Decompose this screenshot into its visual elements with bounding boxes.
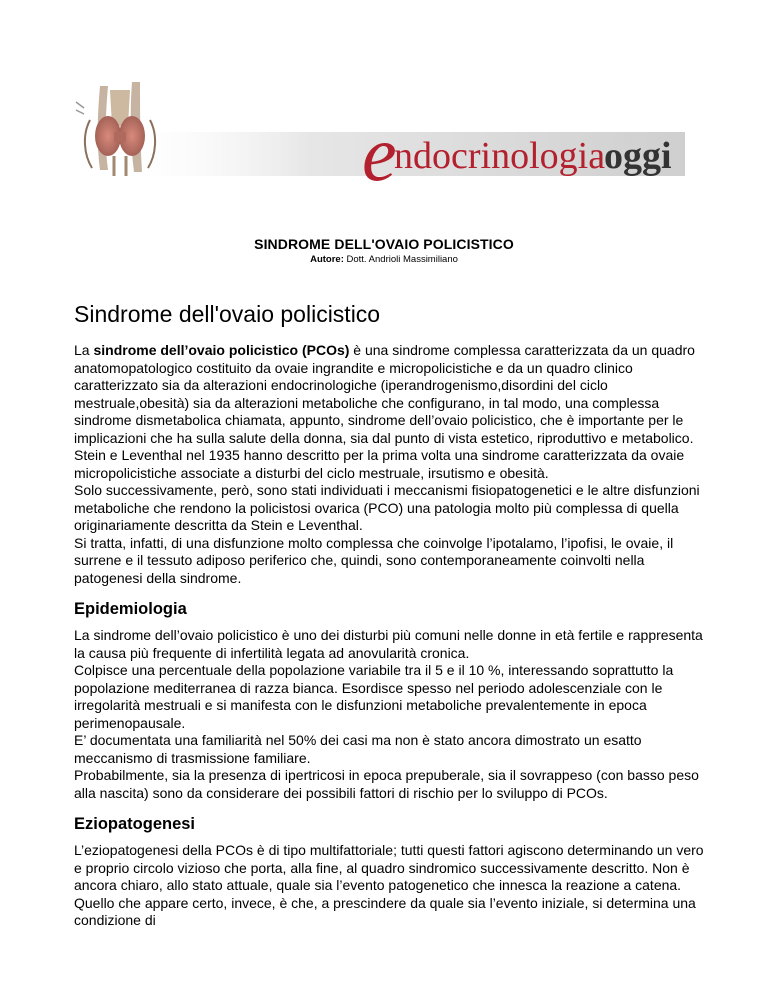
paragraph: Stein e Leventhal nel 1935 hanno descritto per la prima volta una sindrome caratterizzata da ovaie micropolicistiche associate a disturbi del ciclo mestruale, irsutismo e obesità. <box>74 447 685 481</box>
article-heading: Sindrome dell'ovaio policistico <box>74 301 381 327</box>
document-title: SINDROME DELL'OVAIO POLICISTICO <box>254 236 514 252</box>
paragraph: La sindrome dell’ovaio policistico è uno dei disturbi più comuni nelle donne in età fertile e rappresenta la causa più frequente di infertilità legata ad anovularità cronica. <box>74 627 703 661</box>
article-body <box>74 300 704 932</box>
intro-lead: La <box>74 342 94 358</box>
author-line <box>0 254 768 265</box>
author-label: Autore: <box>310 254 344 265</box>
section-heading-eziopatogenesi: Eziopatogenesi <box>74 815 196 833</box>
intro-bold-term: sindrome dell’ovaio policistico (PCOs) <box>93 342 350 358</box>
eziopatogenesi-section <box>74 842 704 930</box>
document-title-block <box>0 236 768 265</box>
paragraph: Solo successivamente, però, sono stati individuati i meccanismi fisiopatogenetici e le altre disfunzioni metaboliche che rendono la policistosi ovarica (PCO) una patologia molto più complessa di quella originariamente descritta da Stein e Leventhal. <box>74 482 700 533</box>
paragraph: Probabilmente, sia la presenza di ipertricosi in epoca prepuberale, sia il sovrappeso (con basso peso alla nascita) sono da considerare dei possibili fattori di rischio per lo sviluppo di PCOs. <box>74 767 699 801</box>
logo-wordmark-suffix: oggi <box>604 135 672 177</box>
logo-e-letter: e <box>362 110 397 190</box>
site-logo <box>70 80 690 190</box>
epidemiologia-section <box>74 627 704 802</box>
intro-rest: è una sindrome complessa caratterizzata da un quadro anatomopatologico costituito da ovaie ingrandite e micropolicistiche e da un quadro clinico caratterizzato sia da alterazioni endocrinologiche (iperandrogenismo,disordini del ciclo mestruale,obesità) sia da alterazioni metaboliche che configurano, in tal modo, una complessa sindrome dismetabolica chiamata, appunto, sindrome dell’ovaio policistico, che è importante per le implicazioni che ha sulla salute della donna, sia dal punto di vista estetico, riproduttivo e metabolico. <box>74 342 695 446</box>
intro-paragraph <box>74 342 704 447</box>
paragraph: Colpisce una percentuale della popolazione variabile tra il 5 e il 10 %, interessando soprattutto la popolazione mediterranea di razza bianca. Esordisce spesso nel periodo adolescenziale con le irregolarità mestruali e si manifesta con le disfunzioni metaboliche prevalentemente in epoca perimenopausale. <box>74 662 674 731</box>
paragraph: E’ documentata una familiarità nel 50% dei casi ma non è stato ancora dimostrato un esatto meccanismo di trasmissione familiare. <box>74 732 642 766</box>
paragraph: L’eziopatogenesi della PCOs è di tipo multifattoriale; tutti questi fattori agiscono determinando un vero e proprio circolo vizioso che porta, alla fine, al quadro sindromico successivamente descritto. Non è ancora chiaro, allo stato attuale, quale sia l’evento patogenetico che innesca la reazione a catena. Quello che appare certo, invece, è che, a prescindere da quale sia l’evento iniziale, si determina una condizione di <box>74 842 704 928</box>
intro-section <box>74 342 704 587</box>
author-name: Dott. Andrioli Massimiliano <box>343 254 458 265</box>
logo-wordmark: ndocrinologia <box>394 135 606 177</box>
paragraph: Si tratta, infatti, di una disfunzione molto complessa che coinvolge l’ipotalamo, l’ipofisi, le ovaie, il surrene e il tessuto adiposo periferico che, quindi, sono contemporaneamente coinvolti nella patogenesi della sindrome. <box>74 534 674 586</box>
site-header <box>70 80 690 190</box>
section-heading-epidemiologia: Epidemiologia <box>74 600 187 618</box>
